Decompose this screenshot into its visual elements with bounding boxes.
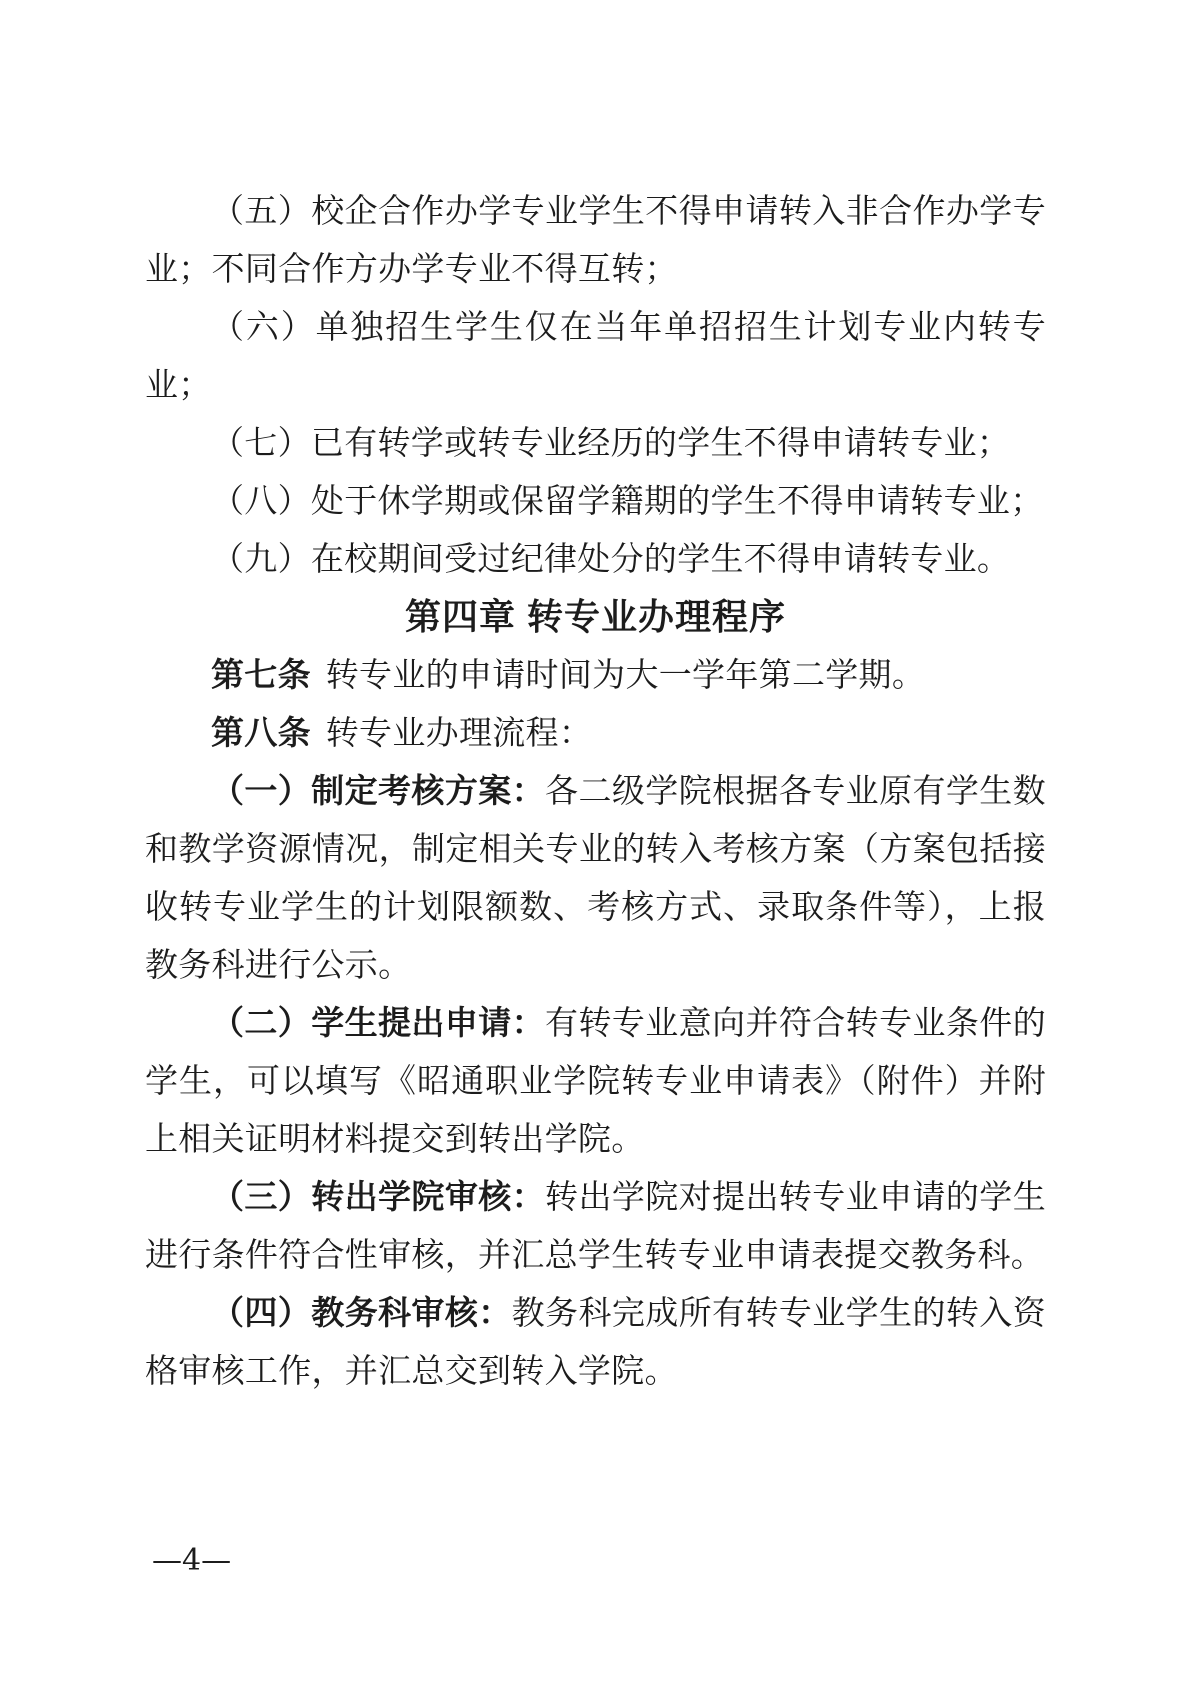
procedure-step-2-text: 有转专业意向并符合转专业条件的学生，可以填写《昭通职业学院转专业申请表》（附件）并附上相关证明材料提交到转出学院。 bbox=[145, 1003, 1047, 1158]
chapter-heading: 第四章 转专业办理程序 bbox=[404, 596, 786, 637]
article-7 bbox=[145, 646, 1046, 704]
procedure-step-4-text: 教务科完成所有转专业学生的转入资格审核工作，并汇总交到转入学院。 bbox=[145, 1293, 1046, 1390]
clause-item-6: （六）单独招生学生仅在当年单招招生计划专业内转专业； bbox=[145, 307, 1046, 404]
procedure-step-1 bbox=[145, 762, 1046, 994]
article-7-text: 转专业的申请时间为大一学年第二学期。 bbox=[325, 655, 926, 694]
procedure-step-3-text: 转出学院对提出转专业申请的学生进行条件符合性审核，并汇总学生转专业申请表提交教务科。 bbox=[145, 1177, 1047, 1274]
article-8-text: 转专业办理流程： bbox=[325, 713, 593, 752]
procedure-step-3 bbox=[145, 1168, 1046, 1284]
clause-item-8: （八）处于休学期或保留学籍期的学生不得申请转专业； bbox=[211, 481, 1044, 520]
procedure-step-3-label: （三）转出学院审核： bbox=[211, 1177, 546, 1216]
document-body bbox=[145, 182, 1046, 1400]
page-number: —4— bbox=[152, 1543, 232, 1578]
procedure-step-4-label: （四）教务科审核： bbox=[211, 1293, 512, 1332]
clause-item-9: （九）在校期间受过纪律处分的学生不得申请转专业。 bbox=[211, 539, 1011, 578]
article-8-label: 第八条 bbox=[211, 713, 311, 752]
clause-item-5: （五）校企合作办学专业学生不得申请转入非合作办学专业；不同合作方办学专业不得互转； bbox=[145, 191, 1046, 288]
procedure-step-2 bbox=[145, 994, 1046, 1168]
article-7-label: 第七条 bbox=[211, 655, 311, 694]
clause-item-7: （七）已有转学或转专业经历的学生不得申请转专业； bbox=[211, 423, 1011, 462]
procedure-step-1-text: 各二级学院根据各专业原有学生数和教学资源情况，制定相关专业的转入考核方案（方案包括接收转专业学生的计划限额数、考核方式、录取条件等），上报教务科进行公示。 bbox=[145, 771, 1047, 984]
article-8 bbox=[145, 704, 1046, 762]
procedure-step-4 bbox=[145, 1284, 1046, 1400]
procedure-step-2-label: （二）学生提出申请： bbox=[211, 1003, 546, 1042]
procedure-step-1-label: （一）制定考核方案： bbox=[211, 771, 546, 810]
